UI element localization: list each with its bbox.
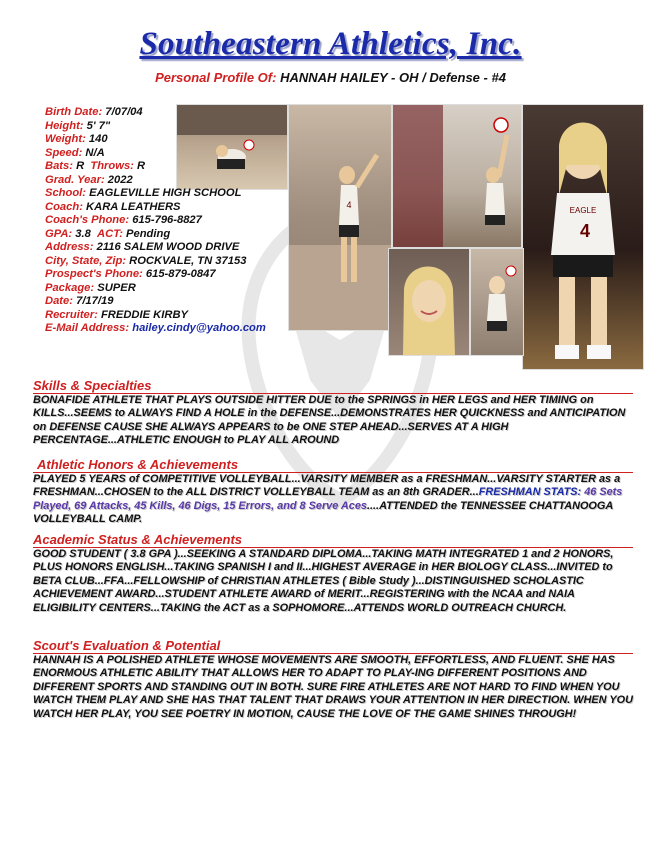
bio-height: Height: 5' 7" (45, 119, 111, 132)
profile-name: HANNAH HAILEY - OH / Defense - #4 (276, 70, 506, 85)
bio-recruiter: Recruiter: FREDDIE KIRBY (45, 308, 188, 321)
photo-setting (470, 248, 524, 356)
section-body: BONAFIDE ATHLETE THAT PLAYS OUTSIDE HITTER DUE to the SPRINGS in HER LEGS and HER TIMING on KILLS...SEEMS to ALWAYS FIND A HOLE in the DEFENSE...DEMONSTRATES HER QUICKNESS and ANTICIPATION on DEFENSE CAUSE SHE ALWAYS APPEARS to be ONE STEP AHEAD...SERVES AT A HIGH PERCENTAGE...ATHLETIC ENOUGH to PLAY ALL AROUND (33, 394, 626, 447)
bio-coach-phone: Coach's Phone: 615-796-8827 (45, 214, 202, 226)
section-heading: Athletic Honors & Achievements (33, 457, 633, 473)
bio-school: School: EAGLEVILLE HIGH SCHOOL (45, 187, 242, 199)
photo-closeup (388, 248, 470, 356)
bio-speed: Speed: N/A (45, 146, 105, 159)
section-skills (33, 378, 633, 448)
profile-subtitle (0, 70, 661, 85)
section-heading: Skills & Specialties (33, 378, 633, 394)
section-heading: Academic Status & Achievements (33, 532, 633, 548)
bio-address: Address: 2116 SALEM WOOD DRIVE (45, 241, 240, 253)
jersey-number-portrait: 4 (579, 221, 591, 241)
freshman-stats-label: FRESHMAN STATS: (478, 486, 582, 499)
bio-gpa-act: GPA: 3.8 ACT: Pending (45, 227, 171, 240)
section-heading: Scout's Evaluation & Potential (33, 638, 633, 654)
bio-weight: Weight: 140 (45, 133, 108, 145)
bio-city-state-zip: City, State, Zip: ROCKVALE, TN 37153 (45, 254, 247, 267)
profile-label: Personal Profile Of: (155, 70, 277, 85)
bio-package: Package: SUPER (45, 281, 136, 294)
jersey-text: EAGLE (569, 206, 597, 215)
section-body: PLAYED 5 YEARS of COMPETITIVE VOLLEYBALL...VARSITY MEMBER as a FRESHMAN...VARSITY STARTER as a FRESHMAN...CHOSEN to the ALL DISTRICT VOLLEYBALL TEAM as an 8th GRADER...FRESHMAN STATS: 46 Sets Played, 69 Attacks, 45 Kills, 46 Digs, 15 Errors, and 8 Serve Aces....ATTENDED the TENNESSEE CHATTANOOGA VOLLEYBALL CAMP. (33, 473, 623, 526)
bio-birth-date: Birth Date: 7/07/04 (45, 106, 143, 118)
freshman-stats: 46 Sets Played, 69 Attacks, 45 Kills, 46 Digs, 15 Errors, and 8 Serve Aces (33, 486, 623, 512)
bio-email[interactable]: E-Mail Address: hailey.cindy@yahoo.com (45, 322, 266, 334)
section-body: HANNAH IS A POLISHED ATHLETE WHOSE MOVEMENTS ARE SMOOTH, EFFORTLESS, AND FLUENT. SHE HAS ENORMOUS ATHLETIC ABILITY THAT ALLOWS HER TO ADAPT TO PLAY-ING DIFFERENT POSITIONS AND DIFFERENT SPORTS AND STANDING OUT IN BOTH. SURE FIRE ATHLETES ARE NOT HARD TO FIND WHEN YOU WATCH THEM PLAY AND SHE HAS THAT TALENT THAT DRAWS YOUR ATTENTION IN HER DIRECTION. WHEN YOU WATCH HER PLAY, YOU SEE POETRY IN MOTION, CAUSE THE LOVE OF THE GAME SHINES THROUGH! (33, 654, 633, 720)
section-honors (33, 457, 633, 527)
bio-date: Date: 7/17/19 (45, 295, 114, 307)
bio-grad-year: Grad. Year: 2022 (45, 173, 133, 186)
bio-list (45, 106, 305, 336)
photo-spike-jump (392, 104, 522, 248)
bio-bats-throws: Bats: R Throws: R (45, 160, 146, 172)
jersey-number-attack: 4 (346, 200, 352, 210)
section-body: GOOD STUDENT ( 3.8 GPA )...SEEKING A STANDARD DIPLOMA...TAKING MATH INTEGRATED 1 and 2 HONORS, PLUS HONORS ENGLISH...TAKING SPANISH I and II...HIGHEST AVERAGE in HER BIOLOGY CLASS...INVITED to BETA CLUB...FFA...FELLOWSHIP of CHRISTIAN ATHLETES ( Bible Study )...DISTINGUISHED SCHOLASTIC ACHIEVEMENT AWARD...STUDENT ATHLETE AWARD of MERIT...REGISTERING with the NCAA and NAIA ELIGIBILITY CENTERS...TAKING the ACT as a SOPHOMORE...ATTENDS WORLD OUTREACH CHURCH. (33, 548, 614, 614)
bio-prospect-phone: Prospect's Phone: 615-879-0847 (45, 268, 216, 280)
photo-portrait (522, 104, 644, 370)
section-academic (33, 532, 633, 615)
section-scout (33, 638, 633, 721)
company-title: Southeastern Athletics, Inc. (139, 26, 522, 62)
bio-coach: Coach: KARA LEATHERS (45, 200, 181, 213)
